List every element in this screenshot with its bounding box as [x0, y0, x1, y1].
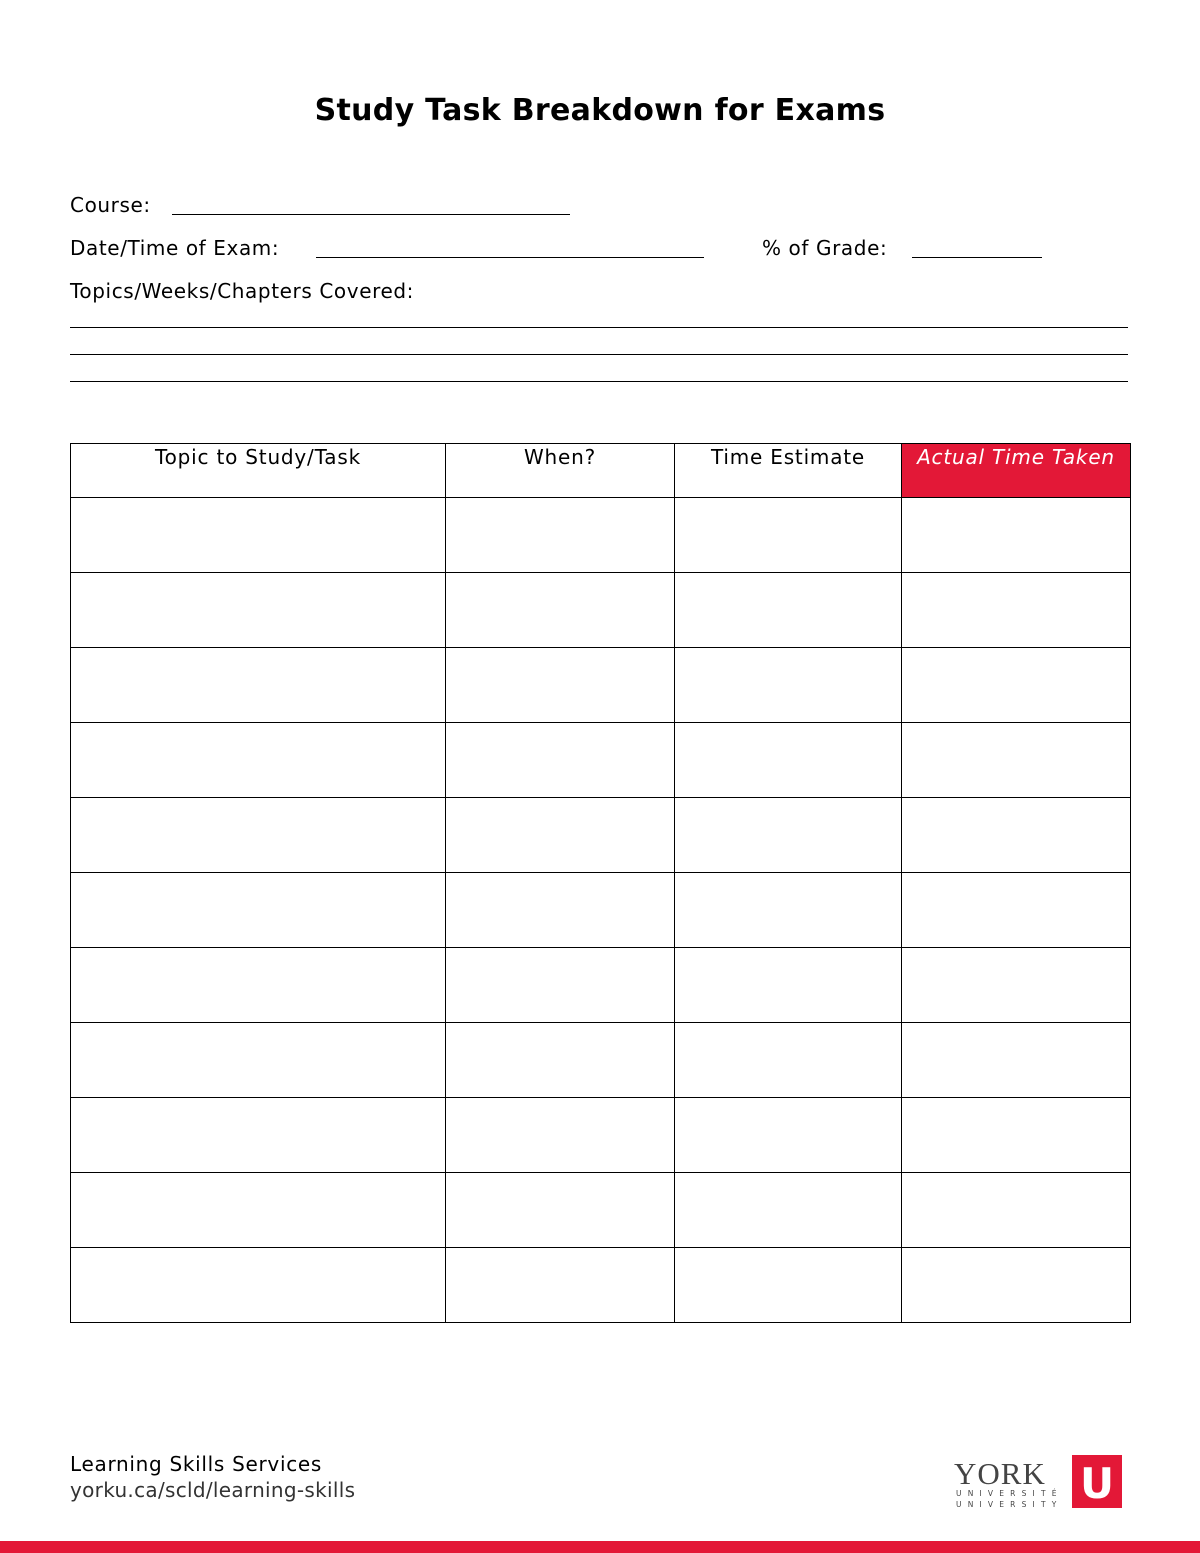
page-title: Study Task Breakdown for Exams [314, 93, 886, 128]
cell-when[interactable] [446, 798, 675, 873]
cell-topic[interactable] [71, 573, 446, 648]
cell-time-estimate[interactable] [675, 948, 902, 1023]
table-row [71, 573, 1131, 648]
logo-u-letter: U [1079, 1459, 1115, 1508]
cell-actual-time[interactable] [902, 1173, 1131, 1248]
cell-when[interactable] [446, 573, 675, 648]
table-row [71, 1173, 1131, 1248]
cell-topic[interactable] [71, 1098, 446, 1173]
logo-word: YORK [954, 1456, 1046, 1491]
cell-when[interactable] [446, 1173, 675, 1248]
footer-url[interactable]: yorku.ca/scld/learning-skills [70, 1478, 356, 1502]
cell-actual-time[interactable] [902, 948, 1131, 1023]
grade-label: % of Grade: [762, 236, 888, 260]
cell-when[interactable] [446, 498, 675, 573]
cell-time-estimate[interactable] [675, 1023, 902, 1098]
header-topic: Topic to Study/Task [71, 444, 446, 498]
cell-when[interactable] [446, 948, 675, 1023]
cell-topic[interactable] [71, 1023, 446, 1098]
task-table [70, 443, 1131, 1323]
header-when: When? [446, 444, 675, 498]
cell-actual-time[interactable] [902, 1023, 1131, 1098]
cell-actual-time[interactable] [902, 573, 1131, 648]
cell-topic[interactable] [71, 798, 446, 873]
date-time-field[interactable] [316, 257, 704, 258]
table-row [71, 648, 1131, 723]
cell-topic[interactable] [71, 948, 446, 1023]
table-row [71, 798, 1131, 873]
logo-line-fr: UNIVERSITÉ [956, 1489, 1063, 1498]
date-time-label: Date/Time of Exam: [70, 236, 280, 260]
table-row [71, 1098, 1131, 1173]
course-field[interactable] [172, 214, 570, 215]
table-row [71, 723, 1131, 798]
cell-topic[interactable] [71, 1173, 446, 1248]
cell-time-estimate[interactable] [675, 648, 902, 723]
table-row [71, 498, 1131, 573]
table-row [71, 1023, 1131, 1098]
cell-time-estimate[interactable] [675, 1248, 902, 1323]
cell-time-estimate[interactable] [675, 498, 902, 573]
york-university-logo [952, 1452, 1132, 1514]
logo-line-en: UNIVERSITY [956, 1500, 1063, 1509]
cell-time-estimate[interactable] [675, 573, 902, 648]
task-table-body [71, 498, 1131, 1323]
bottom-accent-bar [0, 1541, 1200, 1553]
cell-time-estimate[interactable] [675, 1173, 902, 1248]
grade-field[interactable] [912, 257, 1042, 258]
topics-line-2[interactable] [70, 354, 1128, 355]
cell-time-estimate[interactable] [675, 723, 902, 798]
cell-actual-time[interactable] [902, 648, 1131, 723]
cell-topic[interactable] [71, 648, 446, 723]
header-time-estimate: Time Estimate [675, 444, 902, 498]
table-row [71, 1248, 1131, 1323]
table-row [71, 873, 1131, 948]
course-label: Course: [70, 193, 151, 217]
topics-label: Topics/Weeks/Chapters Covered: [70, 279, 415, 303]
table-row [71, 948, 1131, 1023]
cell-topic[interactable] [71, 873, 446, 948]
cell-time-estimate[interactable] [675, 1098, 902, 1173]
cell-actual-time[interactable] [902, 798, 1131, 873]
table-header-row [71, 444, 1131, 498]
cell-time-estimate[interactable] [675, 873, 902, 948]
cell-time-estimate[interactable] [675, 798, 902, 873]
topics-line-1[interactable] [70, 327, 1128, 328]
cell-when[interactable] [446, 1023, 675, 1098]
cell-topic[interactable] [71, 1248, 446, 1323]
header-actual-time: Actual Time Taken [902, 444, 1131, 498]
cell-topic[interactable] [71, 498, 446, 573]
cell-when[interactable] [446, 1098, 675, 1173]
topics-line-3[interactable] [70, 381, 1128, 382]
cell-actual-time[interactable] [902, 1098, 1131, 1173]
footer-title: Learning Skills Services [70, 1452, 323, 1476]
cell-when[interactable] [446, 1248, 675, 1323]
cell-when[interactable] [446, 873, 675, 948]
cell-topic[interactable] [71, 723, 446, 798]
cell-actual-time[interactable] [902, 498, 1131, 573]
cell-actual-time[interactable] [902, 723, 1131, 798]
cell-when[interactable] [446, 648, 675, 723]
cell-actual-time[interactable] [902, 1248, 1131, 1323]
cell-actual-time[interactable] [902, 873, 1131, 948]
cell-when[interactable] [446, 723, 675, 798]
